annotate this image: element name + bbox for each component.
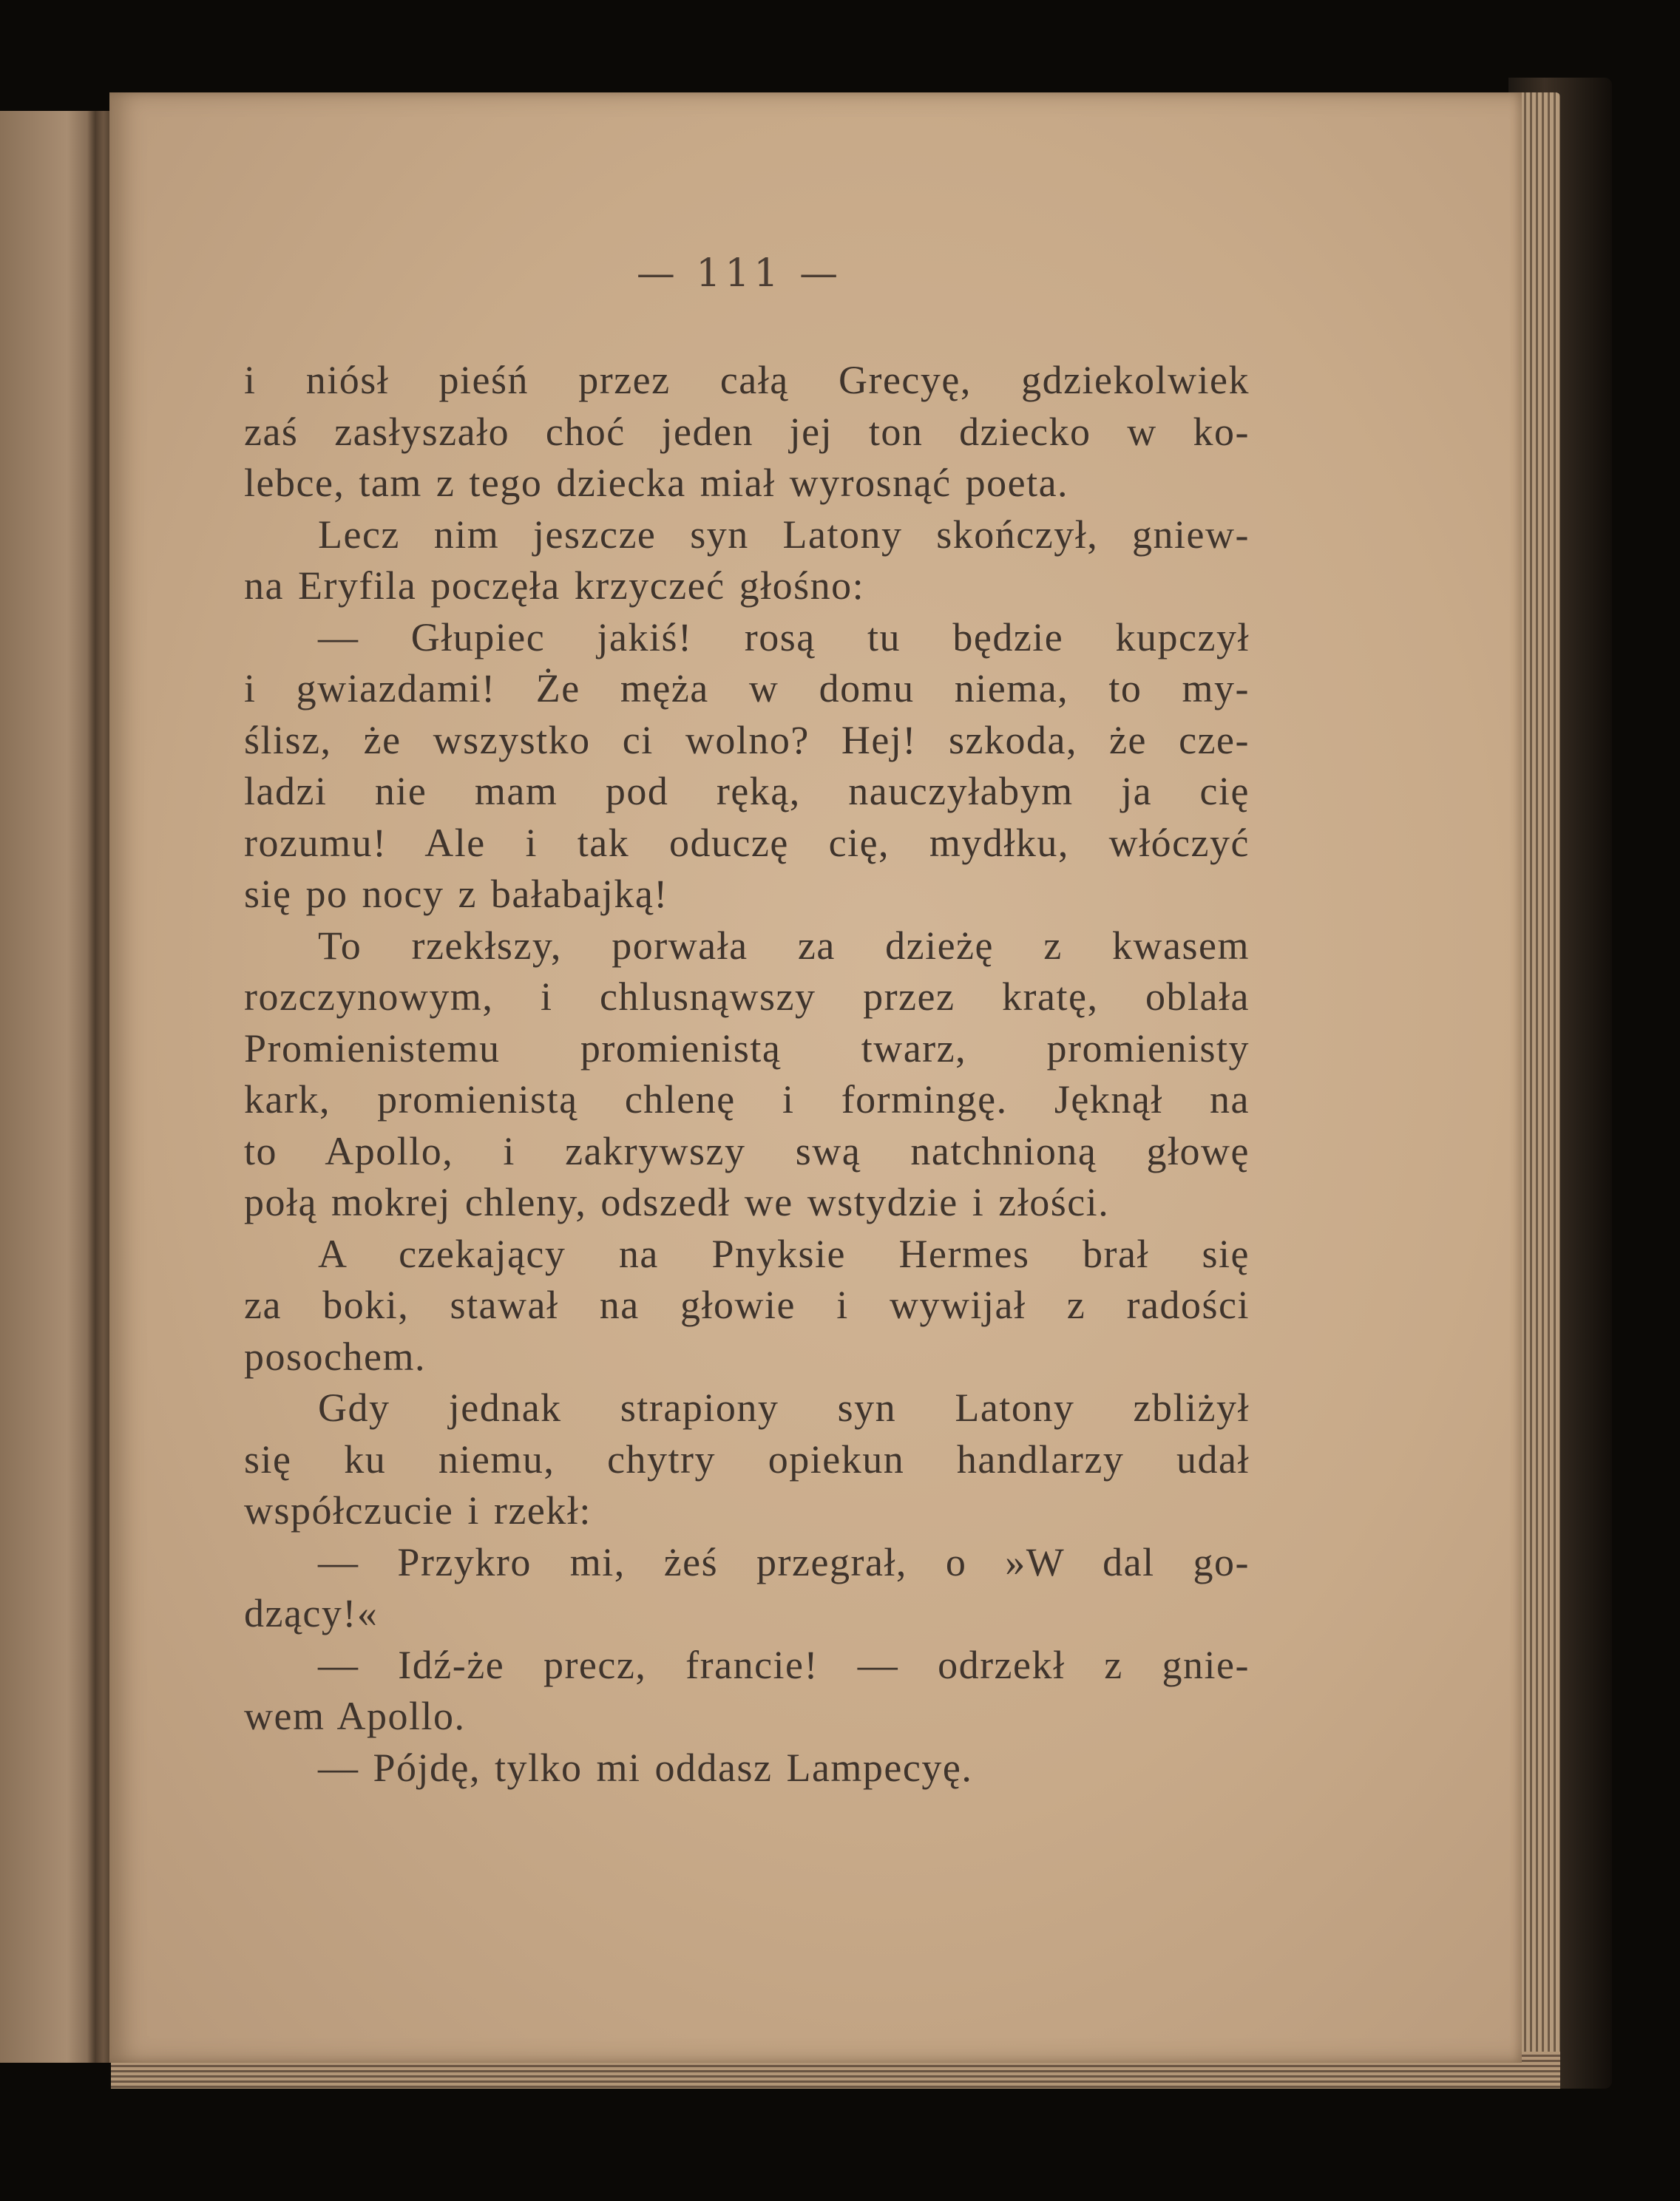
text-line: — Pójdę, tylko mi oddasz Lampecyę.	[318, 1745, 973, 1790]
previous-page-edge	[0, 111, 122, 2063]
text-line: współczucie i rzekł:	[244, 1488, 592, 1533]
page-text	[244, 355, 1250, 1794]
text-line: się ku niemu, chytry opiekun handlarzy udał	[244, 1437, 1250, 1482]
text-line: i niósł pieśń przez całą Grecyę, gdziekolwiek	[244, 358, 1250, 402]
text-line: — Głupiec jakiś! rosą tu będzie kupczył	[318, 614, 1250, 659]
text-line: Lecz nim jeszcze syn Latony skończył, gniew-	[318, 512, 1250, 557]
text-line: i gwiazdami! Że męża w domu niema, to my-	[244, 666, 1250, 711]
text-line: posochem.	[244, 1334, 426, 1379]
text-line: wem Apollo.	[244, 1694, 466, 1738]
text-line: ślisz, że wszystko ci wolno? Hej! szkoda, że cze-	[244, 717, 1250, 762]
text-line: na Eryfila poczęła krzyczeć głośno:	[244, 563, 865, 608]
text-line: To rzekłszy, porwała za dzieżę z kwasem	[318, 923, 1250, 968]
text-line: dzący!«	[244, 1591, 379, 1635]
text-line: zaś zasłyszało choć jeden jej ton dziecko w ko-	[244, 409, 1250, 454]
text-line: — Idź-że precz, francie! — odrzekł z gnie-	[318, 1642, 1250, 1687]
text-line: kark, promienistą chlenę i formingę. Jęknął na	[244, 1077, 1250, 1122]
text-line: za boki, stawał na głowie i wywijał z radości	[244, 1283, 1250, 1327]
text-line: rozumu! Ale i tak oduczę cię, mydłku, włóczyć	[244, 820, 1250, 865]
text-line: się po nocy z bałabajką!	[244, 872, 668, 916]
text-line: połą mokrej chleny, odszedł we wstydzie i złości.	[244, 1180, 1110, 1224]
book-gutter	[87, 111, 104, 2063]
text-line: A czekający na Pnyksie Hermes brał się	[318, 1231, 1250, 1276]
text-line: lebce, tam z tego dziecka miał wyrosnąć poeta.	[244, 461, 1069, 505]
text-line: Gdy jednak strapiony syn Latony zbliżył	[318, 1386, 1250, 1430]
text-line: ladzi nie mam pod ręką, nauczyłabym ja cię	[244, 769, 1250, 813]
text-line: Promienistemu promienistą twarz, promienisty	[244, 1025, 1250, 1071]
text-line: to Apollo, i zakrywszy swą natchnioną głowę	[244, 1128, 1250, 1173]
text-line: rozczynowym, i chlusnąwszy przez kratę, oblała	[244, 974, 1250, 1019]
page-number: — 111 —	[636, 251, 843, 296]
text-line: — Przykro mi, żeś przegrał, o »W dal go-	[318, 1539, 1250, 1584]
